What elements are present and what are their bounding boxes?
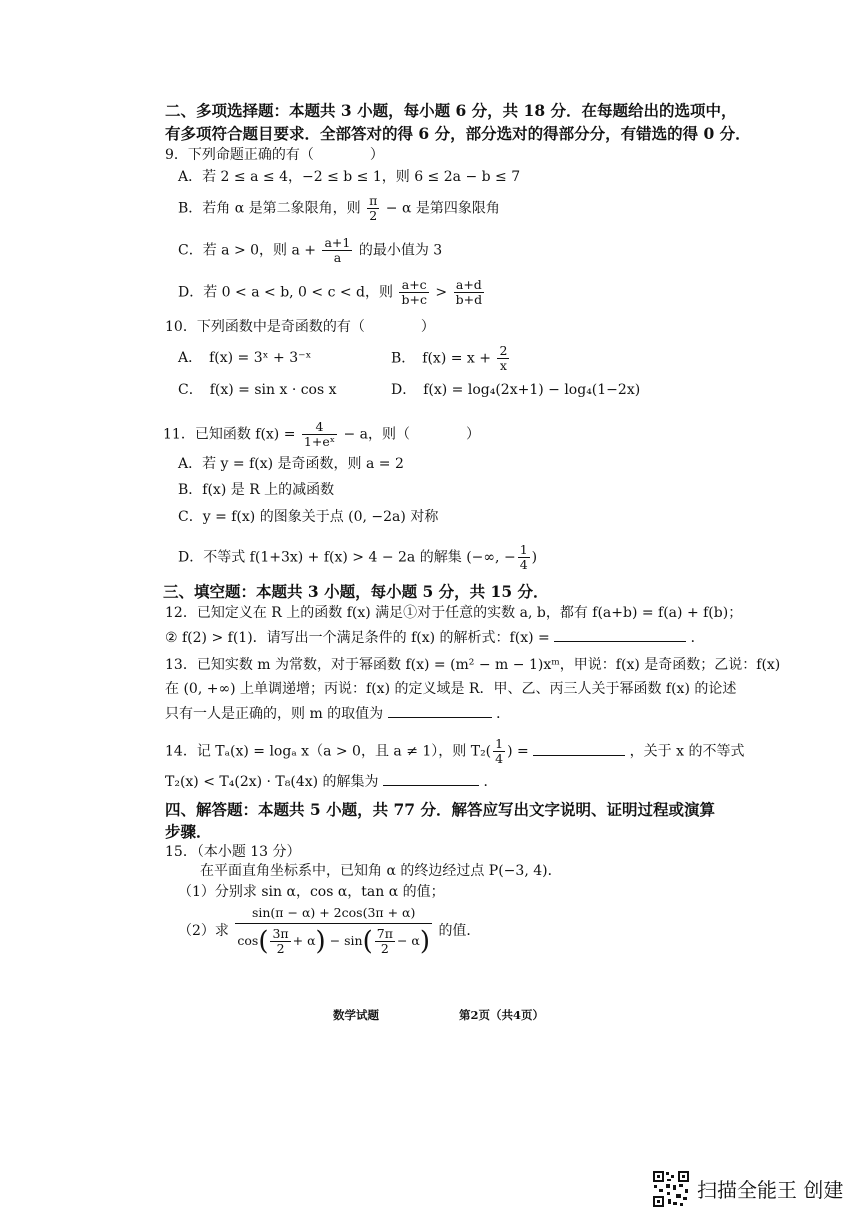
question-11-option-c: C．y = f(x) 的图象关于点 (0, −2a) 对称 [178,509,439,525]
section-4-heading-line-1: 四、解答题：本题共 5 小题，共 77 分．解答应写出文字说明、证明过程或演算 [165,800,715,819]
fraction-numerator: π [369,193,378,208]
footer-subject: 数学试题 [333,1008,379,1022]
plus-alpha: + α [292,933,316,948]
line-3-text: 只有一人是正确的，则 m 的取值为 [165,706,384,722]
big-fraction-numerator: sin(π − α) + 2cos(3π + α) [235,906,432,924]
three-pi-over-2 [270,927,290,956]
option-b-prefix: B． f(x) = x + [391,350,491,367]
question-13-line-3 [165,703,510,723]
fraction-numerator: 2 [499,343,508,358]
line-2-text: ② f(2) > f(1)．请写出一个满足条件的 f(x) 的解析式：f(x) = [165,630,550,646]
question-9-option-b [178,194,500,223]
fraction-numerator: 4 [302,420,337,435]
seven-pi-over-2 [375,927,395,956]
equals-sign: ) = [507,743,529,760]
question-11-option-a: A．若 y = f(x) 是奇函数，则 a = 2 [178,456,404,472]
question-9-option-a: A．若 2 ≤ a ≤ 4，−2 ≤ b ≤ 1，则 6 ≤ 2a − b ≤ 7 [178,169,521,185]
line-2-text: T₂(x) < T₄(2x) · T₈(4x) 的解集为 [165,774,379,790]
question-15-part-2 [178,906,480,956]
option-c-suffix: 的最小值为 3 [358,242,443,259]
cos-label: cos [237,933,259,948]
stem-suffix: − a，则（ ） [343,426,481,443]
one-quarter-fraction [493,737,505,766]
fraction-numerator: a+d [454,278,484,293]
section-2-heading-line-1: 二、多项选择题：本题共 3 小题，每小题 6 分，共 18 分．在每题给出的选项中， [165,101,737,120]
scanner-watermark-text: 扫描全能王 创建 [697,1178,844,1202]
option-d-prefix: D．若 0 < a < b, 0 < c < d，则 [178,284,394,301]
section-3-heading: 三、填空题：本题共 3 小题，每小题 5 分，共 15 分． [163,582,549,601]
fraction-denominator: 1+eˣ [303,434,336,449]
fraction-denominator: 4 [495,751,504,766]
fraction-denominator: b+d [455,292,483,307]
fraction-numerator: a+1 [324,235,351,250]
question-15-title: 15．（本小题 13 分） [165,844,301,860]
question-11-option-d [178,543,537,572]
question-10-option-a: A． f(x) = 3ˣ + 3⁻ˣ [178,350,312,366]
line-1-text: 14．记 Tₐ(x) = logₐ x（a > 0，且 a ≠ 1），则 T₂( [165,743,492,760]
stem-prefix: 11．已知函数 f(x) = [163,426,296,443]
section-4-heading-line-2: 步骤． [165,822,212,841]
right-paren: ) [419,926,430,957]
fraction-denominator: b+c [401,292,427,307]
option-d-fraction-left [399,278,428,307]
option-b-prefix: B．若角 α 是第二象限角，则 [178,200,361,217]
section-2-heading-line-2: 有多项符合题目要求．全部答对的得 6 分，部分选对的得部分分，有错选的得 0 分． [165,124,751,143]
option-d-prefix: D．不等式 f(1+3x) + f(x) > 4 − 2a 的解集 [178,549,462,566]
minus-alpha: − α [396,933,420,948]
two-over-x-fraction [497,344,509,373]
question-12-line-2 [165,627,705,647]
fraction-numerator: 7π [376,926,393,941]
fraction-numerator: 1 [495,736,504,751]
question-13-line-2: 在 (0, +∞) 上单调递增；丙说：f(x) 的定义域是 R．甲、乙、丙三人关于幂函数 f(x) 的论述 [165,681,737,697]
minus-sin-label: − sin [329,933,363,948]
right-paren: ) [315,926,326,957]
fraction-denominator: 2 [380,941,389,956]
big-fraction-denominator [235,924,432,956]
part-2-big-fraction [235,906,432,956]
fraction-numerator: a+c [399,278,428,293]
fraction-denominator: x [499,358,507,373]
question-10-option-d: D． f(x) = log₄(2x+1) − log₄(1−2x) [391,382,641,398]
question-15-intro: 在平面直角坐标系中，已知角 α 的终边经过点 P(−3, 4)． [200,863,562,879]
answer-blank[interactable] [554,627,686,642]
question-12-line-1: 12．已知定义在 R 上的函数 f(x) 满足①对于任意的实数 a, b，都有 f(a+b) = f(a) + f(b)； [165,605,743,621]
question-10-stem: 10．下列函数中是奇函数的有（ ） [165,319,435,335]
footer-page-number: 第2页（共4页） [459,1008,545,1022]
answer-blank[interactable] [388,703,492,718]
question-10-option-c: C． f(x) = sin x · cos x [178,382,337,398]
greater-than-sign: > [435,284,448,301]
part-2-prefix: （2）求 [178,923,229,939]
fraction-numerator: 1 [519,542,528,557]
question-9-option-c [178,236,442,265]
option-c-prefix: C．若 a > 0，则 a + [178,242,317,259]
interval-right: ) [531,549,538,566]
question-9-option-d [178,278,486,307]
option-d-fraction-right [454,278,484,307]
fraction-denominator: 2 [276,941,285,956]
option-c-fraction [322,236,352,265]
pi-over-2-fraction [367,194,379,223]
qr-code-icon [652,1170,690,1208]
fraction-denominator: 4 [519,557,528,572]
line-1-end: ，关于 x 的不等式 [629,743,745,760]
question-14-line-1 [165,737,744,766]
line-3-end: ． [496,706,511,722]
line-2-end: ． [690,630,705,646]
part-2-suffix: 的值． [438,923,481,939]
function-fraction [302,420,337,449]
question-11-option-b: B．f(x) 是 R 上的减函数 [178,482,335,498]
answer-blank-1[interactable] [533,741,625,756]
fraction-denominator: a [333,250,342,265]
question-14-line-2 [165,771,497,791]
question-10-option-b [391,344,511,373]
interval-left: (−∞, − [466,549,516,566]
question-15-part-1: （1）分别求 sin α，cos α，tan α 的值； [178,884,445,900]
option-b-suffix: − α 是第四象限角 [385,200,500,217]
line-2-end: ． [483,774,498,790]
left-paren: ( [362,926,373,957]
question-11-stem [163,420,480,449]
left-paren: ( [258,926,269,957]
fraction-denominator: 2 [369,208,378,223]
question-9-stem: 9．下列命题正确的有（ ） [165,147,384,163]
fraction-numerator: 3π [272,926,289,941]
question-13-line-1: 13．已知实数 m 为常数，对于幂函数 f(x) = (m² − m − 1)xᵐ，甲说：f(x) 是奇函数；乙说：f(x) [165,657,781,673]
answer-blank-2[interactable] [383,771,479,786]
one-quarter-fraction [518,543,530,572]
